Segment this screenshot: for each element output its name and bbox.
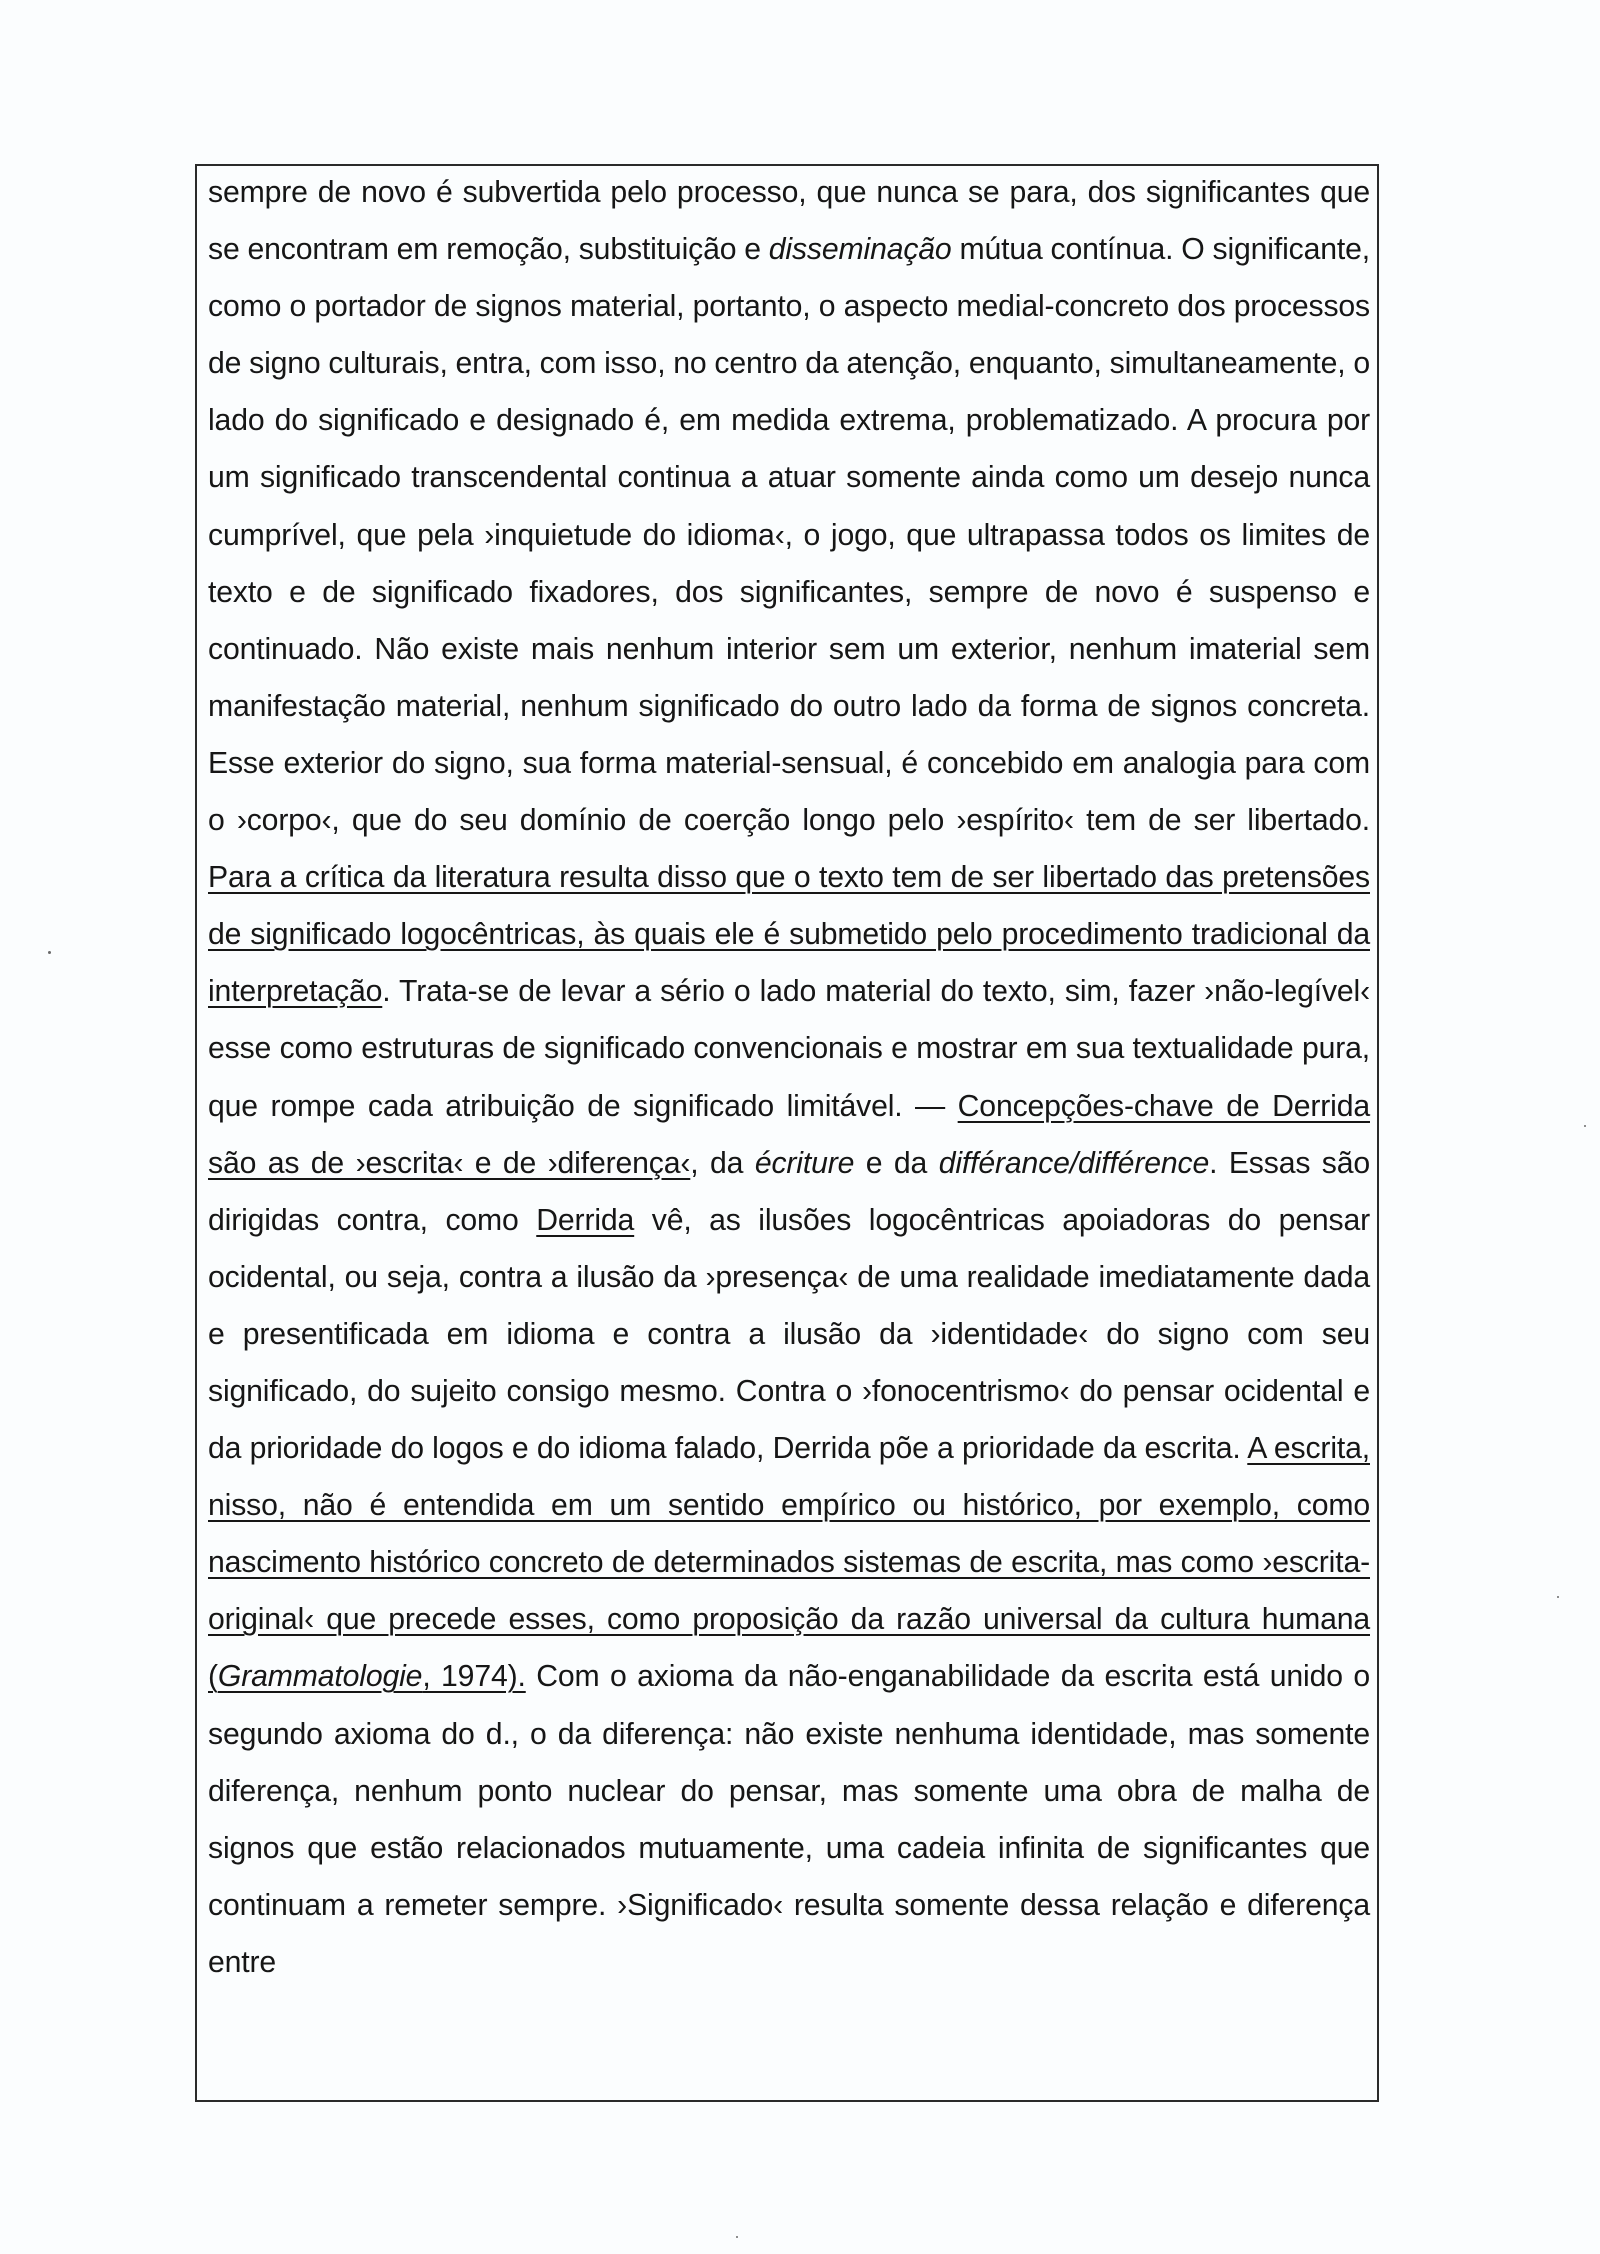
- underlined-name-derrida: Derrida: [536, 1203, 635, 1237]
- scan-speck: [736, 2236, 738, 2238]
- text-segment: . Trata-se de levar a sério o lado material do texto, sim, fazer ›não-legível‹ esse como estruturas de significado convencionais e mostrar em sua textualidade pura, que rompe cada atribuição de significado limitável. —: [208, 975, 1370, 1123]
- text-segment: , da: [690, 1146, 755, 1180]
- scan-speck: [1584, 1125, 1586, 1127]
- underlined-passage: Para a crítica da literatura resulta disso que o texto tem de ser libertado das pretensões de significado logocêntricas, às quais ele é submetido pelo procedimento tradicional da interpretação: [208, 861, 1370, 1009]
- underlined-italic-title-grammatologie: Grammatologie: [217, 1660, 423, 1694]
- text-segment: sempre de novo é subvertida pelo processo, que nunca se para, dos significantes que se encontram em remoção, substituição e: [208, 176, 1370, 267]
- scan-speck: [1557, 1596, 1559, 1598]
- text-segment: mútua contínua. O significante, como o portador de signos material, portanto, o aspecto medial-concreto dos processos de signo culturais, entra, com isso, no centro da atenção, enquanto, simultaneamente, o lado do significado e designado é, em medida extrema, problematizado. A procura por um significado transcendental continua a atuar somente ainda como um desejo nunca cumprível, que pela ›inquietude do idioma‹, o jogo, que ultrapassa todos os limites de texto e de significado fixadores, dos significantes, sempre de novo é suspenso e continuado. Não existe mais nenhum interior sem um exterior, nenhum imaterial sem manifestação material, nenhum significado do outro lado da forma de signos concreta. Esse exterior do signo, sua forma material-sensual, é concebido em analogia para com o ›corpo‹, que do seu domínio de coerção longo pelo ›espírito‹ tem de ser libertado.: [208, 233, 1370, 838]
- text-segment: vê, as ilusões logocêntricas apoiadoras do pensar ocidental, ou seja, contra a ilusão da ›presença‹ de uma realidade imediatamente dada e presentificada em idioma e contra a ilusão da ›identidade‹ do signo com seu significado, do sujeito consigo mesmo. Contra o ›fonocentrismo‹ do pensar ocidental e da prioridade do logos e do idioma falado, Derrida põe a prioridade da escrita.: [208, 1203, 1370, 1466]
- text-segment: . Essas são dirigidas contra, como: [208, 1146, 1371, 1237]
- scan-speck: [48, 951, 51, 954]
- body-paragraph: [208, 164, 1370, 1991]
- text-segment: e da: [854, 1146, 939, 1180]
- italic-term-dissemination: disseminação: [768, 233, 952, 267]
- underlined-passage: Concepções-chave de Derrida são as de ›escrita‹ e de ›diferença‹: [208, 1089, 1370, 1180]
- italic-term-differance: différance/différence: [938, 1146, 1210, 1180]
- italic-term-ecriture: écriture: [754, 1146, 855, 1180]
- underlined-passage: A escrita, nisso, não é entendida em um sentido empírico ou histórico, por exemplo, como nascimento histórico concreto de determinados sistemas de escrita, mas como ›escrita-original‹ que precede esses, como proposição da razão universal da cultura humana (: [208, 1432, 1370, 1694]
- underlined-passage: , 1974).: [422, 1660, 526, 1694]
- text-segment: Com o axioma da não-enganabilidade da escrita está unido o segundo axioma do d., o da diferença: não existe nenhuma identidade, mas somente diferença, nenhum ponto nuclear do pensar, mas somente uma obra de malha de signos que estão relacionados mutuamente, uma cadeia infinita de significantes que continuam a remeter sempre. ›Significado‹ resulta somente dessa relação e diferença entre: [208, 1660, 1371, 1979]
